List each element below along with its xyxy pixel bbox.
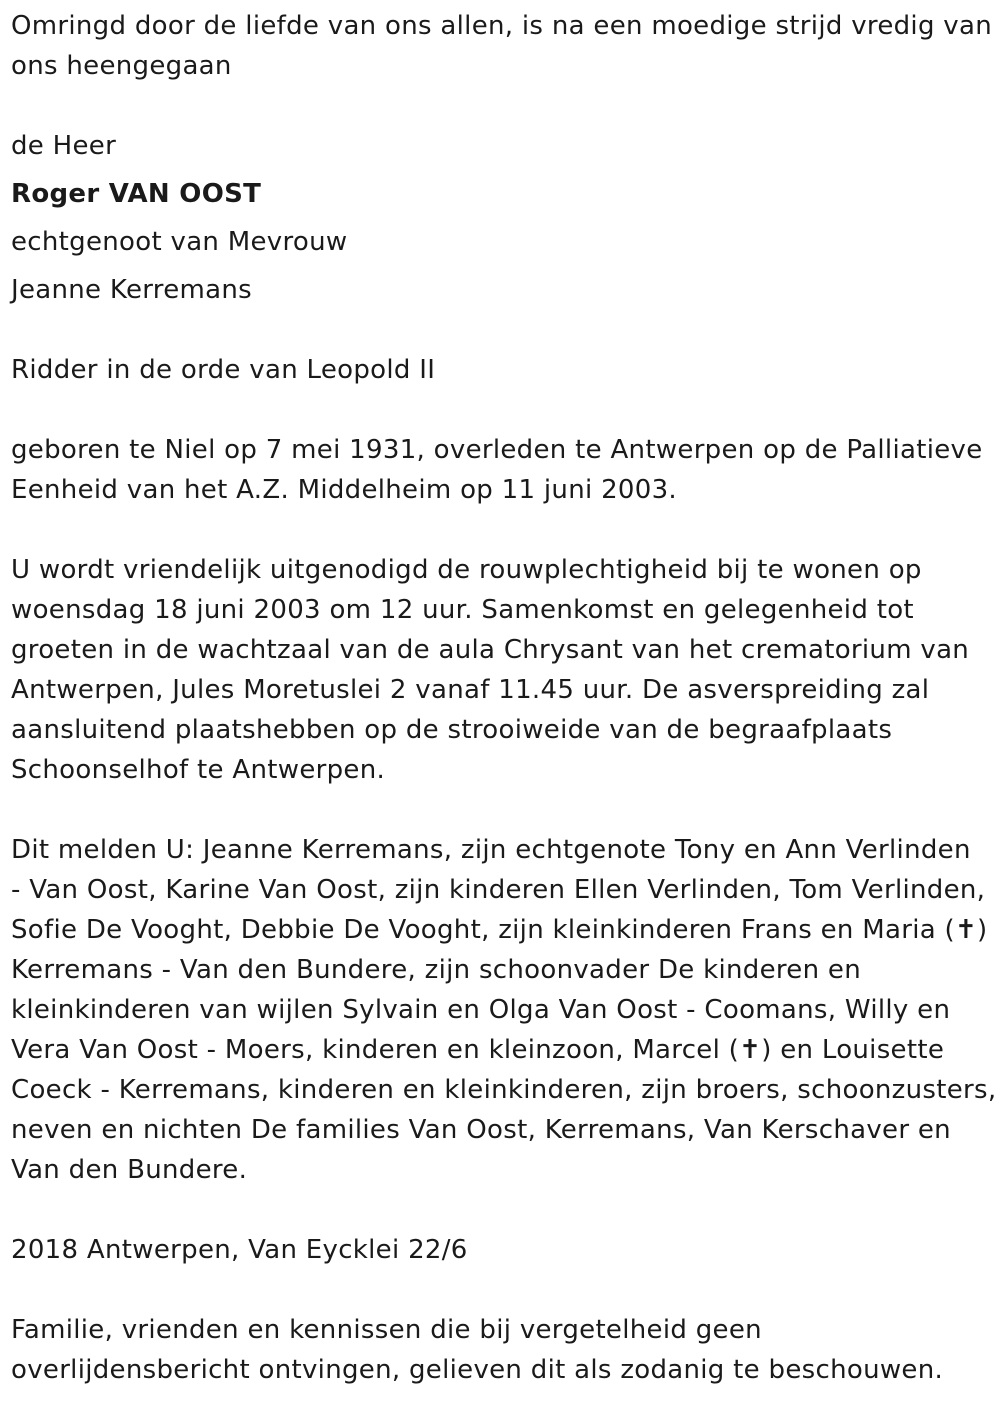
closing-line: overlijdensbericht ontvingen, gelieven dit als zodanig te beschouwen. (11, 1355, 944, 1385)
closing-line: Familie, vrienden en kennissen die bij vergetelheid geen (11, 1315, 762, 1345)
notified-by-line: Coeck - Kerremans, kinderen en kleinkinderen, zijn broers, schoonzusters, (11, 1075, 997, 1105)
birth-death-line: geboren te Niel op 7 mei 1931, overleden te Antwerpen op de Palliatieve (11, 435, 983, 465)
notified-by-line: Sofie De Vooght, Debbie De Vooght, zijn kleinkinderen Frans en Maria (✝) (11, 915, 988, 945)
intro-line: Omringd door de liefde van ons allen, is na een moedige strijd vredig van (11, 11, 993, 41)
invitation-line: Schoonselhof te Antwerpen. (11, 755, 386, 785)
notified-by-paragraph (11, 830, 997, 1190)
family-address: 2018 Antwerpen, Van Eycklei 22/6 (11, 1235, 468, 1265)
birth-death-paragraph (11, 430, 991, 510)
invitation-line: Antwerpen, Jules Moretuslei 2 vanaf 11.45 uur. De asverspreiding zal (11, 675, 930, 705)
notified-by-line: Dit melden U: Jeanne Kerremans, zijn echtgenote Tony en Ann Verlinden (11, 835, 971, 865)
notified-by-line: kleinkinderen van wijlen Sylvain en Olga Van Oost - Coomans, Willy en (11, 995, 951, 1025)
invitation-paragraph (11, 550, 991, 790)
closing-paragraph (11, 1310, 991, 1390)
notified-by-line: Vera Van Oost - Moers, kinderen en kleinzoon, Marcel (✝) en Louisette (11, 1035, 945, 1065)
intro-line: ons heengegaan (11, 51, 232, 81)
salutation: de Heer (11, 131, 117, 161)
intro-paragraph (11, 6, 991, 86)
spouse-line: echtgenoot van Mevrouw (11, 227, 348, 257)
invitation-line: woensdag 18 juni 2003 om 12 uur. Samenkomst en gelegenheid tot (11, 595, 914, 625)
invitation-line: aansluitend plaatshebben op de strooiweide van de begraafplaats (11, 715, 893, 745)
invitation-line: U wordt vriendelijk uitgenodigd de rouwplechtigheid bij te wonen op (11, 555, 922, 585)
notified-by-line: Van den Bundere. (11, 1155, 248, 1185)
notified-by-line: - Van Oost, Karine Van Oost, zijn kinderen Ellen Verlinden, Tom Verlinden, (11, 875, 986, 905)
notified-by-line: neven en nichten De families Van Oost, Kerremans, Van Kerschaver en (11, 1115, 951, 1145)
spouse-name: Jeanne Kerremans (11, 275, 252, 305)
birth-death-line: Eenheid van het A.Z. Middelheim op 11 juni 2003. (11, 475, 677, 505)
honor-title: Ridder in de orde van Leopold II (11, 355, 436, 385)
deceased-name: Roger VAN OOST (11, 179, 262, 209)
invitation-line: groeten in de wachtzaal van de aula Chrysant van het crematorium van (11, 635, 970, 665)
notified-by-line: Kerremans - Van den Bundere, zijn schoonvader De kinderen en (11, 955, 862, 985)
